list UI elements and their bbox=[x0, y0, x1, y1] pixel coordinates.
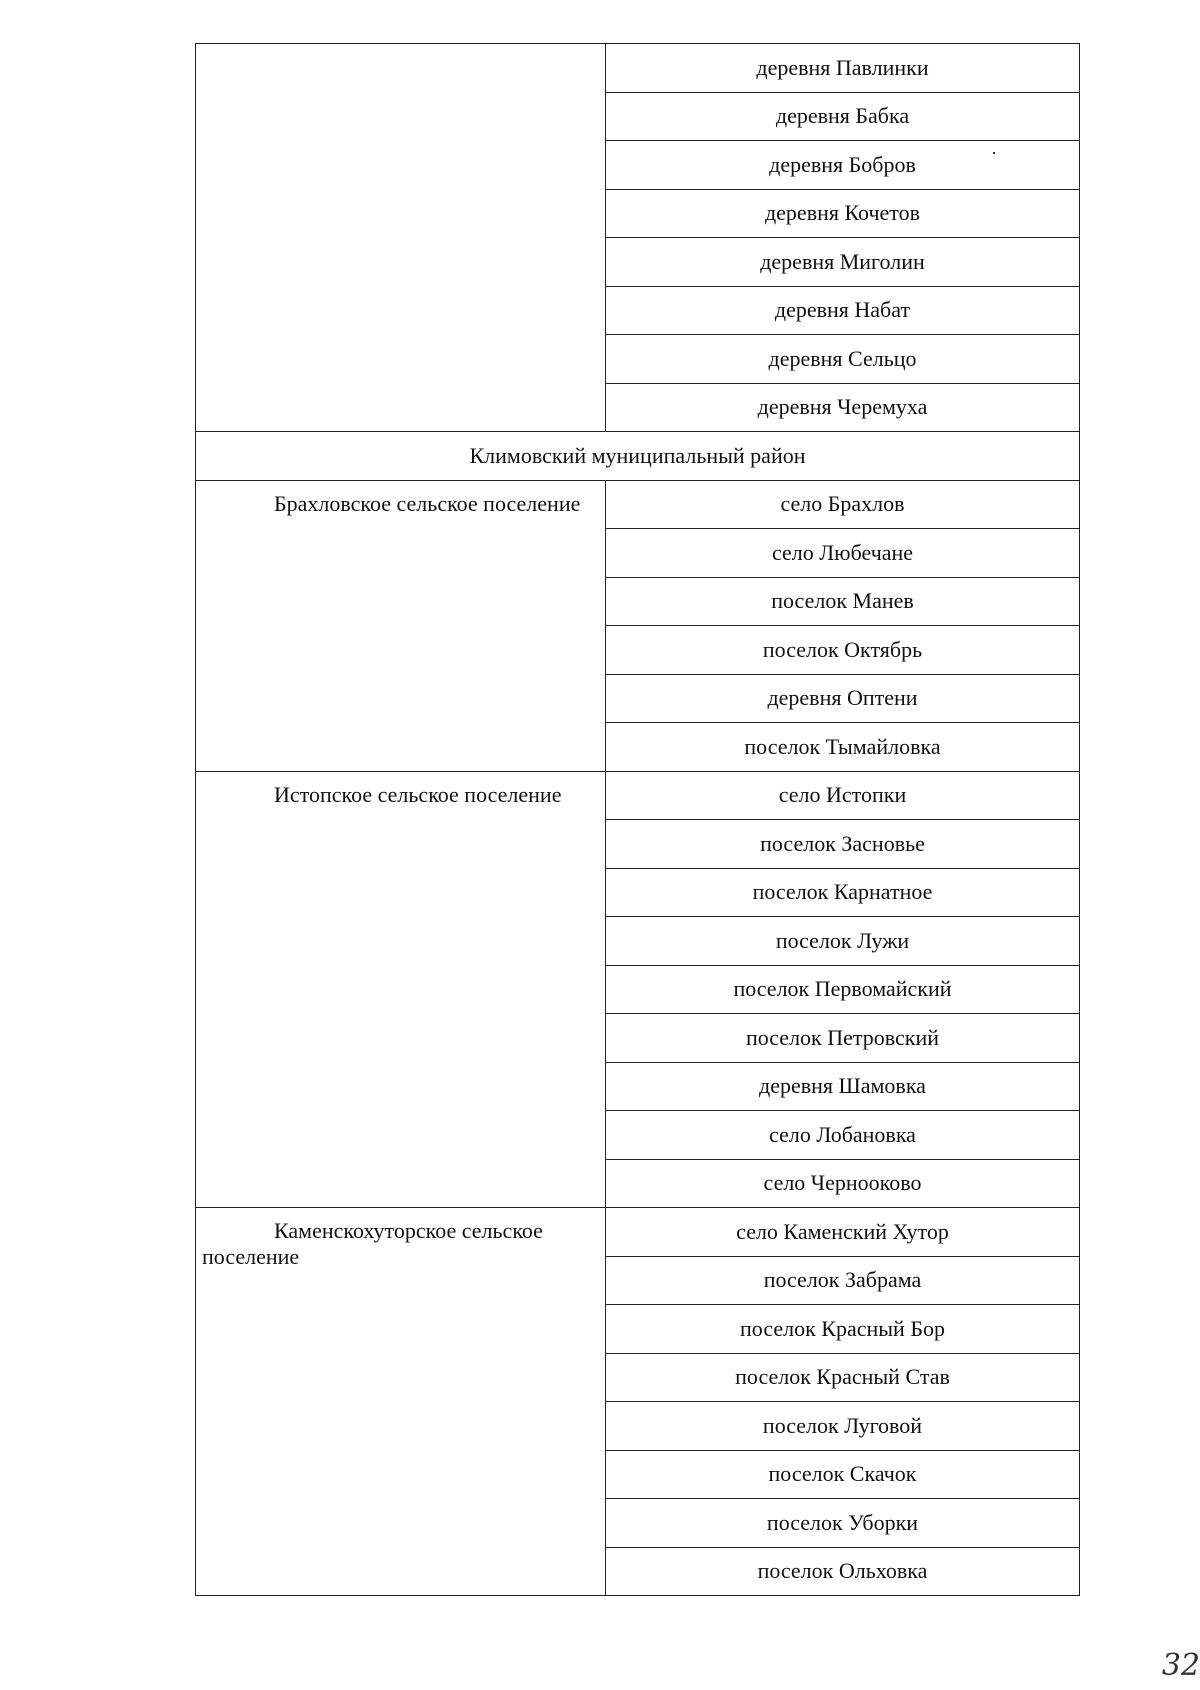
settlement-cell: деревня Шамовка bbox=[606, 1062, 1080, 1111]
settlement-cell: деревня Бабка bbox=[606, 92, 1080, 141]
settlement-group-label: Брахловское сельское поселение bbox=[274, 490, 581, 516]
settlement-cell: поселок Карнатное bbox=[606, 868, 1080, 917]
settlement-cell: поселок Тымайловка bbox=[606, 723, 1080, 772]
settlement-cell: поселок Петровский bbox=[606, 1014, 1080, 1063]
settlement-cell: село Лобановка bbox=[606, 1111, 1080, 1160]
settlements-table-body bbox=[196, 44, 1080, 1596]
settlement-cell: село Истопки bbox=[606, 771, 1080, 820]
page-number: 32 bbox=[1161, 1648, 1200, 1683]
settlement-cell: поселок Манев bbox=[606, 577, 1080, 626]
settlement-cell: поселок Октябрь bbox=[606, 626, 1080, 675]
settlement-group-label: Истопское сельское поселение bbox=[274, 781, 562, 807]
settlement-group-name bbox=[196, 1208, 606, 1596]
settlement-cell: деревня Сельцо bbox=[606, 335, 1080, 384]
settlement-cell: поселок Забрама bbox=[606, 1256, 1080, 1305]
settlement-group-name bbox=[196, 44, 606, 432]
settlement-cell: поселок Красный Став bbox=[606, 1353, 1080, 1402]
settlement-cell: село Каменский Хутор bbox=[606, 1208, 1080, 1257]
settlement-group-name bbox=[196, 771, 606, 1208]
settlement-cell: деревня Набат bbox=[606, 286, 1080, 335]
settlement-cell: поселок Лужи bbox=[606, 917, 1080, 966]
settlement-cell: деревня Кочетов bbox=[606, 189, 1080, 238]
district-row bbox=[196, 432, 1080, 481]
settlement-cell: деревня Миголин bbox=[606, 238, 1080, 287]
settlement-cell: поселок Первомайский bbox=[606, 965, 1080, 1014]
table-row bbox=[196, 1208, 1080, 1257]
settlement-group-label: Каменскохуторское сельское поселение bbox=[202, 1218, 543, 1269]
settlement-cell: поселок Скачок bbox=[606, 1450, 1080, 1499]
settlement-cell: поселок Уборки bbox=[606, 1499, 1080, 1548]
settlement-cell: деревня Черемуха bbox=[606, 383, 1080, 432]
settlement-cell: деревня Павлинки bbox=[606, 44, 1080, 93]
settlement-group-name bbox=[196, 480, 606, 771]
settlement-cell: село Чернооково bbox=[606, 1159, 1080, 1208]
settlement-cell: село Брахлов bbox=[606, 480, 1080, 529]
settlement-cell: поселок Луговой bbox=[606, 1402, 1080, 1451]
settlements-table bbox=[195, 43, 1080, 1596]
district-title: Климовский муниципальный район bbox=[196, 432, 1080, 481]
settlement-cell: поселок Засновье bbox=[606, 820, 1080, 869]
settlement-cell: село Любечане bbox=[606, 529, 1080, 578]
settlement-cell: поселок Ольховка bbox=[606, 1547, 1080, 1596]
table-row bbox=[196, 480, 1080, 529]
settlement-cell: деревня Бобров bbox=[606, 141, 1080, 190]
settlement-cell: поселок Красный Бор bbox=[606, 1305, 1080, 1354]
table-row bbox=[196, 771, 1080, 820]
settlement-cell: деревня Оптени bbox=[606, 674, 1080, 723]
table-row bbox=[196, 44, 1080, 93]
